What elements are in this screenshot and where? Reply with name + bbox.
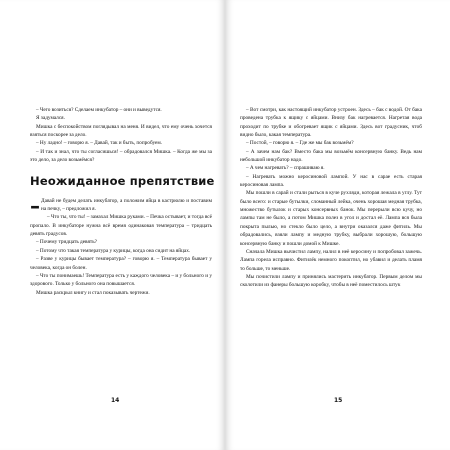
paragraph: – Вот смотри, как настоящий инкубатор устроен. Здесь – бак с водой. От бака проведена трубка к ящику с яйцами. Внизу бак нагревается. Нагретая вода проходит по трубке и обогревает ящик с яйцами. Здесь вот градусник, чтоб видно было, какая температура. [240,107,422,139]
paragraph: – Разве у курицы бывает температура? – говорю я. – Температура бывает у человека, когда он болен. [30,256,212,271]
chapter-title: Неожиданное препятствие [30,174,215,189]
page-number: 15 [334,397,343,404]
page-number: 14 [111,397,120,404]
paragraph: Мы почистили лампу и принялись мастерить инкубатор. Первым делом мы сколотили из фанеры большую коробку, чтобы в неё поместилось штук [240,273,422,289]
paragraph: Сначала Мишка вычистил лампу, налил в неё керосину и попробовал зажечь. Лампа горела исправно. Фитилёк немного покоптил, но убавил и делать пламя то больше, то меньше. [240,248,422,272]
paragraph: – А зачем нам бак? Вместо бака мы возьмём консервную банку. Ведь нам небольшой инкубатор надо. [240,148,422,164]
left-text-column [30,106,215,297]
paragraph: Я задумался. [36,115,65,122]
paragraph: Мишка с беспокойством поглядывал на меня. И видел, что ему очень хочется взяться поскорее за дело. [30,123,212,139]
paragraph: Мишка раскрыл книгу и стал показывать чертежи. [36,289,150,296]
paragraph: – И так и знал, что ты согласишься! – обрадовался Мишка. – Когда же мы за это дело, за дело возьмёмся? [30,148,212,164]
paragraph: – Ну ладно! – говорю я. – Давай, так и быть, попробуем. [36,140,163,147]
dropcap: – [30,193,40,218]
paragraph: – Постой, – говорю я. – Где же мы бак возьмём? [246,140,354,147]
dropcap-paragraph [30,193,212,218]
dropcap-paragraph-text: Давай не будем делать инкубатор, а положим яйца в кастрюлю и поставим на печку, – предложил я. [41,197,212,213]
paragraph: – Потому что такая температура у курицы, когда она сидит на яйцах. [36,247,191,254]
paragraph: – Чего возиться? Сделаем инкубатор – они и выведутся. [36,107,162,113]
right-text-column [240,106,422,290]
paragraph: – А чем нагревать? – спрашиваю я. [246,165,325,172]
paragraph: – Почему тридцать девять? [36,239,98,246]
right-page [225,0,450,450]
paragraph: – Что ты понимаешь! Температура есть у каждого человека – и у больного и у здорового. Только у больного она повышается. [30,272,212,288]
paragraph: Мы пошли в сарай и стали рыться в куче рухляди, которая лежала в углу. Тут было всего: и старые бутылки, сломанный лейка, очень хорошая медная трубка, множество бутылок и старых консервных банок. Мы перерыли всю кучу, но лампы там не было, а потом Мишка полез в угол и достал её. Лампа вся была покрыта пылью, но стекло было цело, а внутри оказался даже фитиль. Мы обрадовались, взяли лампу и медную трубку, выбрали хорошую, большую консервную банку и пошли домой к Мишке. [240,190,422,247]
paragraph: – Нагревать можно керосиновой лампой. У нас в сарае есть старая керосиновая лампа. [240,173,422,189]
paragraph: – Что ты, что ты! – замахал Мишка руками. – Печка остывает, и тогда всё пропало. В инкубаторе нужна всё время одинаковая температура – тридцать девять градусов. [30,214,212,238]
